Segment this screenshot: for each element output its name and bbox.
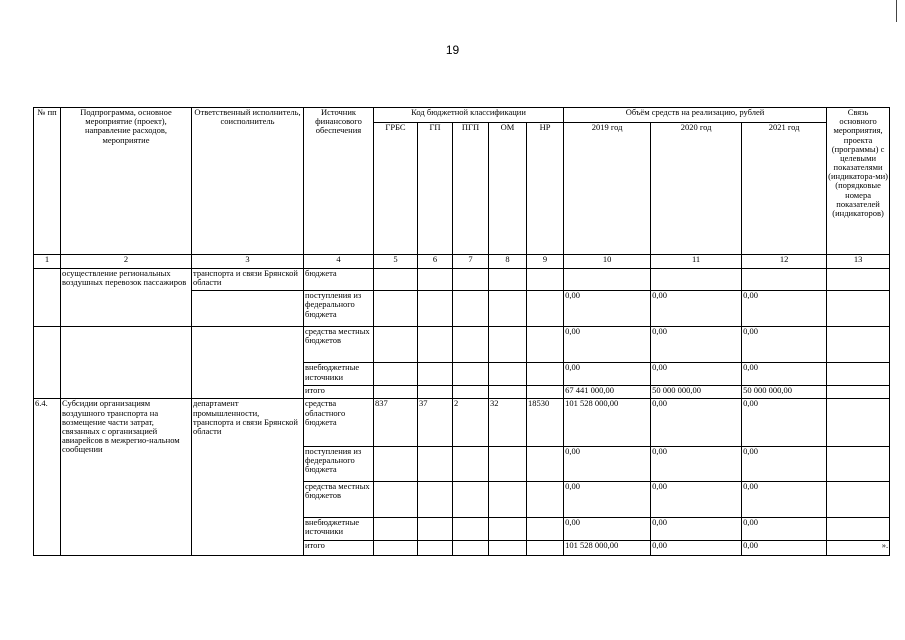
row-2021: 0,00 — [742, 327, 827, 363]
row-2021: 0,00 — [742, 517, 827, 541]
header-grbs: ГРБС — [374, 123, 418, 255]
col-number: 9 — [527, 255, 564, 268]
row-2020-total: 50 000 000,00 — [651, 386, 742, 399]
code-pgp: 2 — [453, 399, 489, 446]
row-2019: 0,00 — [564, 327, 651, 363]
header-link: Связь основного мероприятия, проекта (программы) с целевыми показателями (индикатора-ми) (порядковые номера показателей (индикаторов) — [827, 108, 890, 255]
row-2021 — [742, 268, 827, 291]
row-2020: 0,00 — [651, 517, 742, 541]
table-row — [34, 399, 890, 446]
row-source-total: итого — [304, 541, 374, 556]
row-link — [827, 268, 890, 291]
row-num — [34, 268, 61, 327]
col-number: 7 — [453, 255, 489, 268]
col-number: 1 — [34, 255, 61, 268]
end-quote-mark: ». — [827, 541, 890, 556]
code-nr: 18530 — [527, 399, 564, 446]
row-2020-total: 0,00 — [651, 541, 742, 556]
row-source-total: итого — [304, 386, 374, 399]
row-2019: 0,00 — [564, 446, 651, 481]
header-volume: Объём средств на реализацию, рублей — [564, 108, 827, 123]
code-grbs: 837 — [374, 399, 418, 446]
row-2021: 0,00 — [742, 481, 827, 517]
header-budget-code: Код бюджетной классификации — [374, 108, 564, 123]
row-2020: 0,00 — [651, 446, 742, 481]
row-2020: 0,00 — [651, 327, 742, 363]
header-num: № пп — [34, 108, 61, 255]
row-source: средства областного бюджета — [304, 399, 374, 446]
header-year-2019: 2019 год — [564, 123, 651, 255]
header-source: Источник финансового обеспечения — [304, 108, 374, 255]
row-source: поступления из федерального бюджета — [304, 446, 374, 481]
col-number: 10 — [564, 255, 651, 268]
row-2020 — [651, 268, 742, 291]
row-program: Субсидии организациям воздушного транспорта на возмещение части затрат, связанных с организацией авиарейсов в межрегио-нальном сообщении — [61, 399, 192, 556]
row-program: осуществление региональных воздушных перевозок пассажиров — [61, 268, 192, 327]
row-link — [827, 399, 890, 446]
header-gp: ГП — [418, 123, 453, 255]
code-gp: 37 — [418, 399, 453, 446]
row-2019: 0,00 — [564, 291, 651, 327]
col-number: 4 — [304, 255, 374, 268]
header-year-2021: 2021 год — [742, 123, 827, 255]
row-source: внебюджетные источники — [304, 363, 374, 386]
row-num: 6.4. — [34, 399, 61, 556]
col-number: 2 — [61, 255, 192, 268]
col-number: 5 — [374, 255, 418, 268]
header-row-1 — [34, 108, 890, 123]
col-number: 6 — [418, 255, 453, 268]
row-2021-total: 50 000 000,00 — [742, 386, 827, 399]
header-responsible: Ответственный исполнитель, соисполнитель — [192, 108, 304, 255]
header-nr: НР — [527, 123, 564, 255]
row-source: средства местных бюджетов — [304, 481, 374, 517]
col-number: 3 — [192, 255, 304, 268]
row-2019-total: 67 441 000,00 — [564, 386, 651, 399]
row-2019: 0,00 — [564, 481, 651, 517]
table-row — [34, 268, 890, 291]
row-2020: 0,00 — [651, 481, 742, 517]
column-number-row — [34, 255, 890, 268]
col-number: 13 — [827, 255, 890, 268]
header-year-2020: 2020 год — [651, 123, 742, 255]
col-number: 11 — [651, 255, 742, 268]
table-row — [34, 327, 890, 363]
budget-table — [33, 107, 890, 556]
row-2021: 0,00 — [742, 291, 827, 327]
row-2019-total: 101 528 000,00 — [564, 541, 651, 556]
row-2019 — [564, 268, 651, 291]
header-pgp: ПГП — [453, 123, 489, 255]
row-2021: 0,00 — [742, 363, 827, 386]
row-source: бюджета — [304, 268, 374, 291]
header-om: ОМ — [489, 123, 527, 255]
row-2019: 0,00 — [564, 517, 651, 541]
code-om: 32 — [489, 399, 527, 446]
corner-mark — [896, 0, 897, 22]
row-2019: 101 528 000,00 — [564, 399, 651, 446]
row-2020: 0,00 — [651, 399, 742, 446]
row-2021: 0,00 — [742, 399, 827, 446]
page-number: 19 — [445, 43, 460, 57]
row-2019: 0,00 — [564, 363, 651, 386]
row-2021-total: 0,00 — [742, 541, 827, 556]
row-source: внебюджетные источники — [304, 517, 374, 541]
row-2021: 0,00 — [742, 446, 827, 481]
row-responsible: департамент промышленности, транспорта и связи Брянской области — [192, 399, 304, 556]
col-number: 12 — [742, 255, 827, 268]
header-program: Подпрограмма, основное мероприятие (проект), направление расходов, мероприятие — [61, 108, 192, 255]
row-source: средства местных бюджетов — [304, 327, 374, 363]
row-responsible: транспорта и связи Брянской области — [192, 268, 304, 291]
col-number: 8 — [489, 255, 527, 268]
row-2020: 0,00 — [651, 291, 742, 327]
row-2020: 0,00 — [651, 363, 742, 386]
row-source: поступления из федерального бюджета — [304, 291, 374, 327]
